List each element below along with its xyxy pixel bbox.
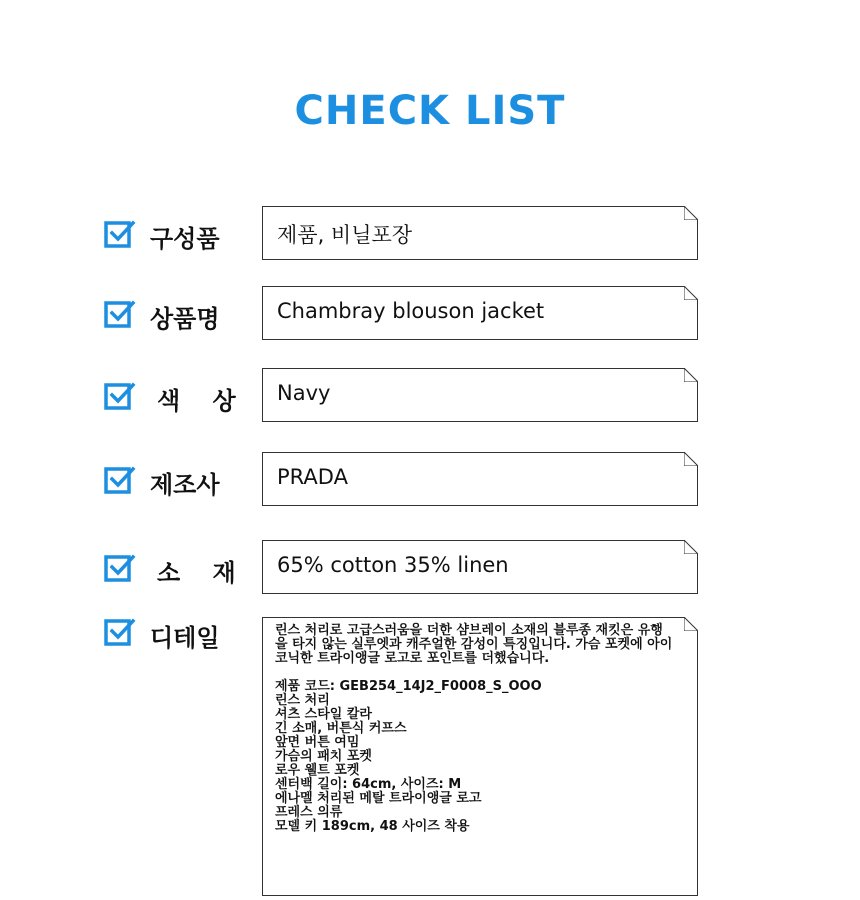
row-label: 색 상 (157, 387, 248, 415)
page-title: CHECK LIST (294, 88, 566, 134)
row-label: 디테일 (150, 624, 220, 652)
checkbox-checked-icon (104, 464, 136, 496)
row-label: 상품명 (150, 305, 220, 333)
row-value: Navy (277, 381, 331, 405)
row-value: PRADA (277, 465, 348, 489)
value-box (262, 540, 698, 594)
folded-corner-icon (684, 206, 698, 220)
checkbox-checked-icon (104, 298, 136, 330)
row-label: 제조사 (150, 471, 220, 499)
detail-line: 긴 소매, 버튼식 커프스 (275, 721, 407, 736)
folded-corner-icon (684, 540, 698, 554)
detail-line: 모델 키 189cm, 48 사이즈 착용 (275, 819, 470, 834)
row-value: Chambray blouson jacket (277, 299, 545, 323)
detail-line: 제품 코드: GEB254_14J2_F0008_S_OOO (275, 679, 542, 694)
checkbox-checked-icon (104, 380, 136, 412)
value-box (262, 286, 698, 340)
detail-line: 에나멜 처리된 메탈 트라이앵글 로고 (275, 791, 482, 806)
value-box (262, 368, 698, 422)
detail-description: 린스 처리로 고급스러움을 더한 샴브레이 소재의 블루종 재킷은 유행을 타지 않는 실루엣과 캐주얼한 감성이 특징입니다. 가슴 포켓에 아이코닉한 트라이앵글 로고로 포인트를 더했습니다. (275, 623, 673, 666)
detail-line: 센터백 길이: 64cm, 사이즈: M (275, 777, 462, 792)
detail-text (275, 624, 675, 834)
folded-corner-icon (684, 368, 698, 382)
detail-line: 로우 웰트 포켓 (275, 763, 360, 778)
row-label: 소 재 (157, 559, 248, 587)
detail-line: 린스 처리 (275, 693, 330, 708)
detail-line: 프레스 의류 (275, 805, 343, 820)
folded-corner-icon (684, 617, 698, 631)
folded-corner-icon (684, 452, 698, 466)
value-box (262, 206, 698, 260)
detail-line: 셔츠 스타일 칼라 (275, 707, 372, 722)
row-value: 65% cotton 35% linen (277, 553, 509, 577)
detail-box (262, 617, 698, 896)
detail-line: 앞면 버튼 여밈 (275, 735, 360, 750)
value-box (262, 452, 698, 506)
folded-corner-icon (684, 286, 698, 300)
checkbox-checked-icon (104, 218, 136, 250)
row-label: 구성품 (150, 225, 220, 253)
checkbox-checked-icon (104, 616, 136, 648)
detail-line: 가슴의 패치 포켓 (275, 749, 372, 764)
row-value: 제품, 비닐포장 (277, 223, 413, 247)
checkbox-checked-icon (104, 552, 136, 584)
